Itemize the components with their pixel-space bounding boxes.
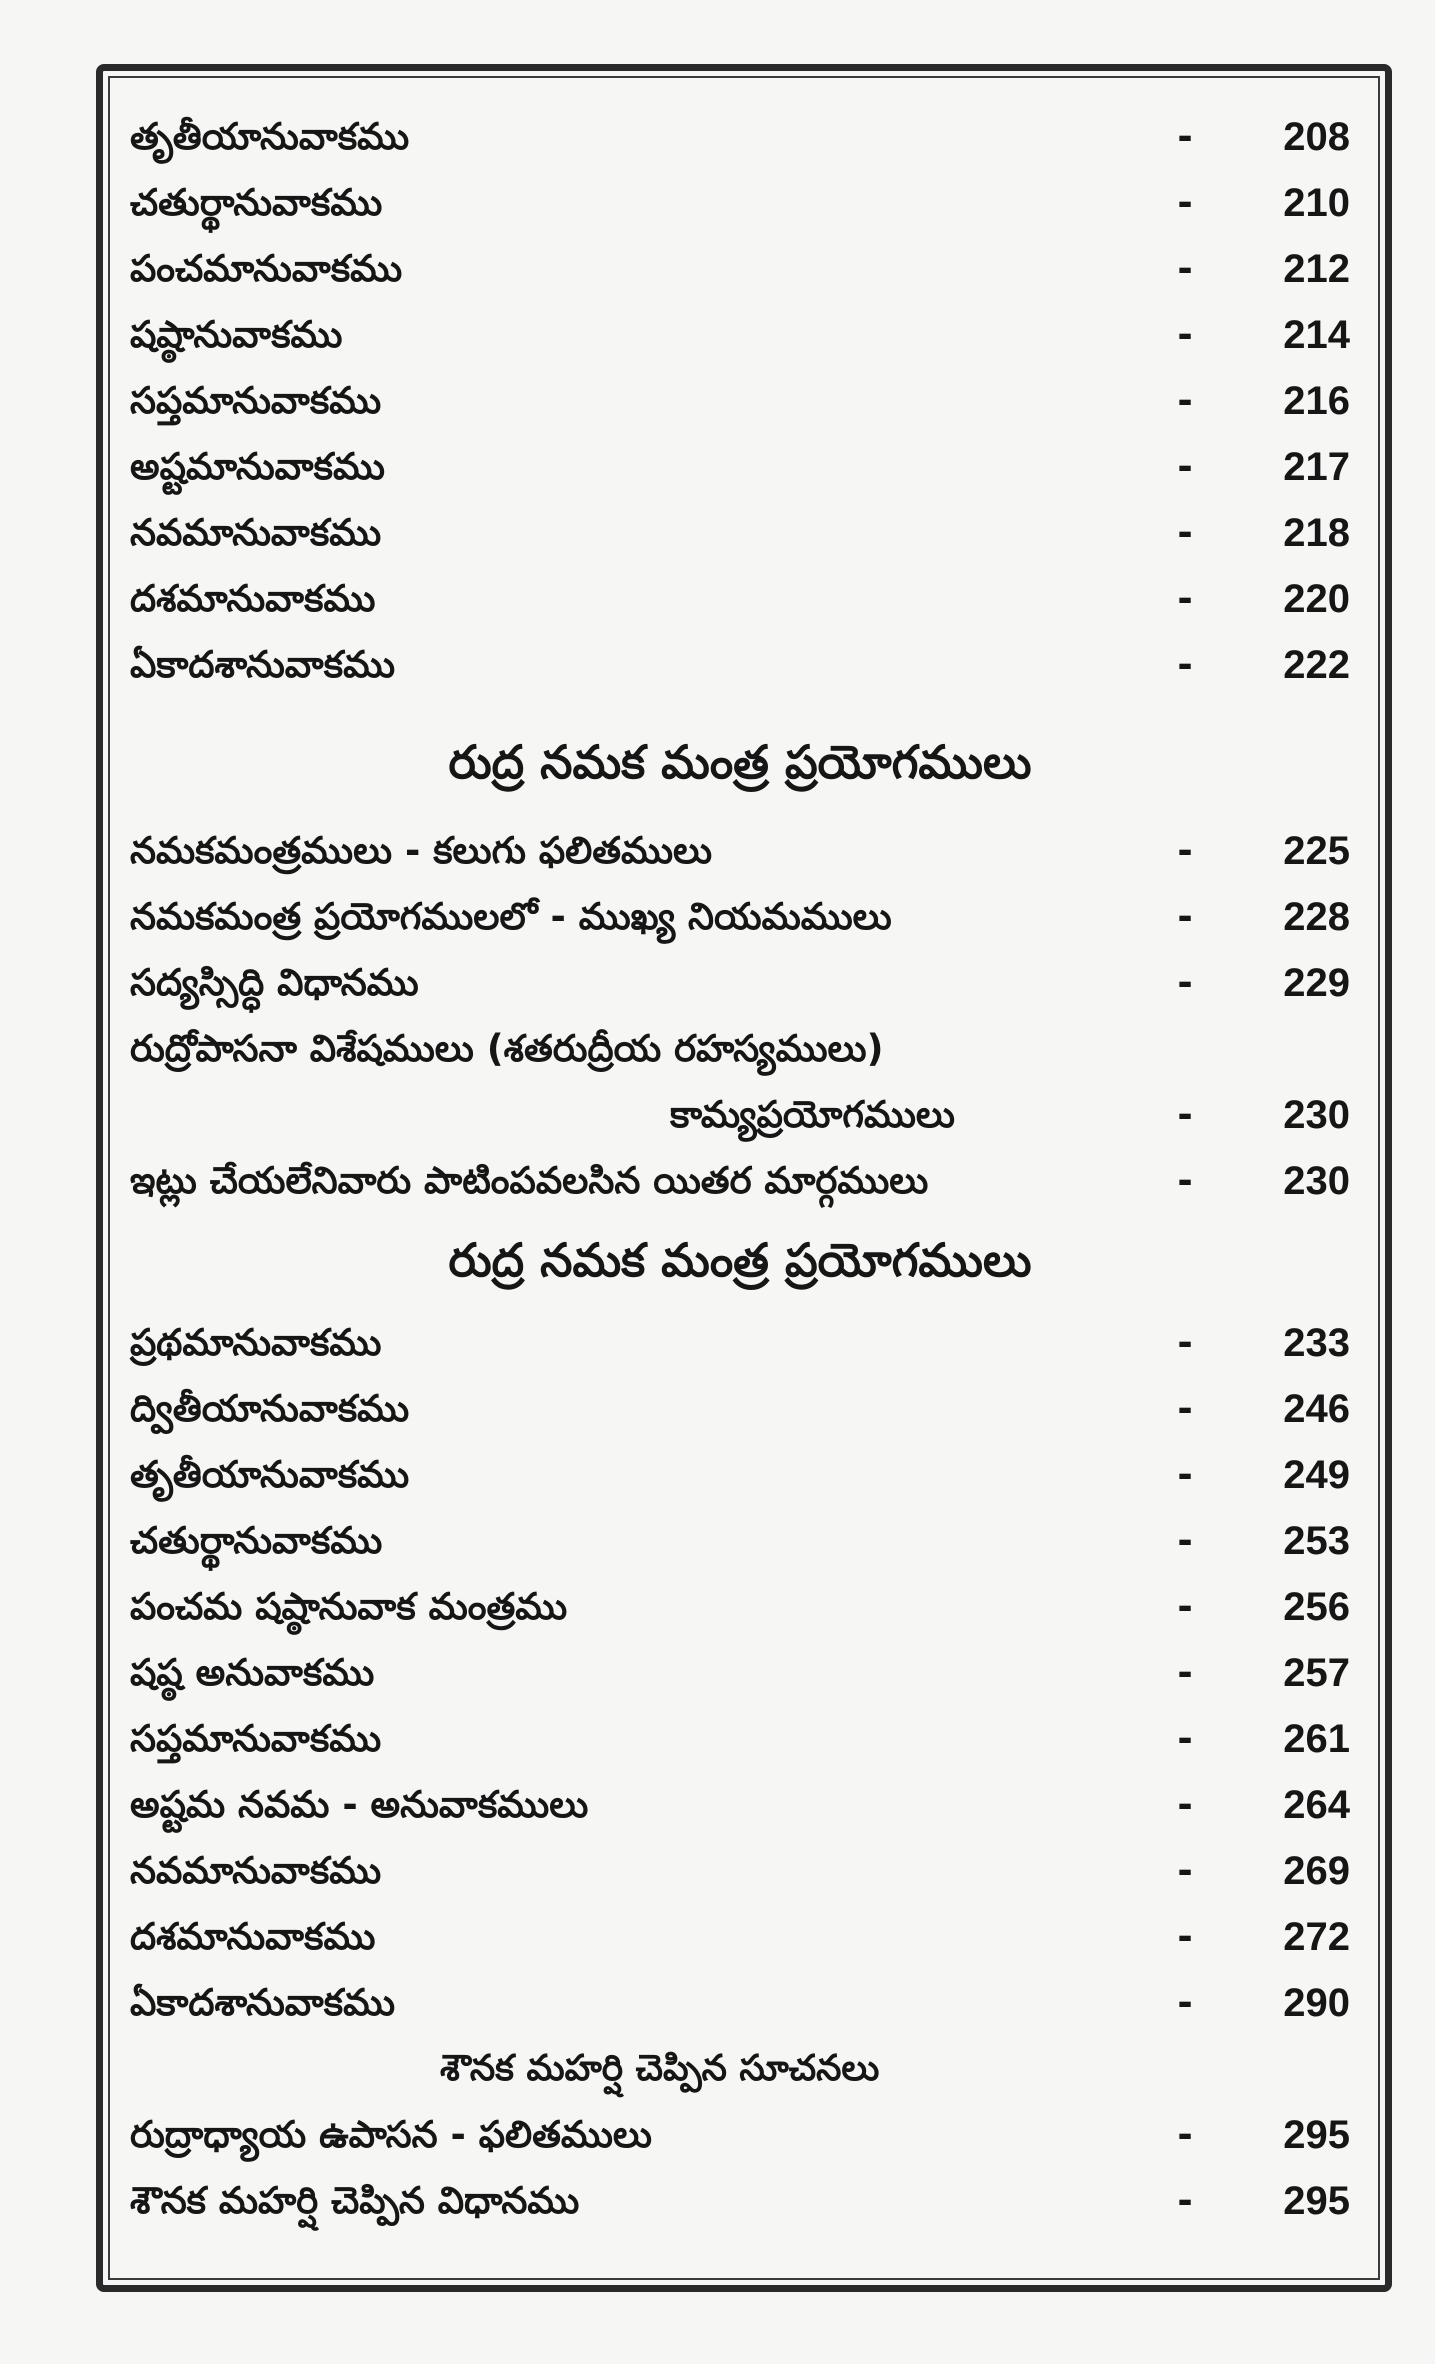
toc-entry-dash: - xyxy=(1177,181,1193,224)
toc-entry-dash: - xyxy=(1177,1093,1193,1136)
toc-entry-title: ద్వితీయానువాకము xyxy=(130,1387,410,1430)
toc-entry-page: 249 xyxy=(1283,1453,1350,1497)
toc-entry-page: 229 xyxy=(1283,961,1350,1005)
toc-entry xyxy=(130,1838,1350,1904)
toc-entry-title: పంచమానువాకము xyxy=(130,247,403,290)
toc-entry-page: 230 xyxy=(1283,1093,1350,1137)
toc-entry-title: సద్యస్సిద్ధి విధానము xyxy=(130,961,419,1004)
toc-entry-page: 257 xyxy=(1283,1651,1350,1695)
toc-entry-dash: - xyxy=(1177,511,1193,554)
toc-entry-dash: - xyxy=(1177,1981,1193,2024)
toc-entry-title: ప్రథమానువాకము xyxy=(130,1321,382,1364)
toc-entry xyxy=(130,566,1350,632)
toc-entry-title: దశమానువాకము xyxy=(130,1915,376,1958)
toc-entry-title: సప్తమానువాకము xyxy=(130,379,382,422)
toc-entry-title: ఏకాదశానువాకము xyxy=(130,1981,396,2024)
toc-entry-dash: - xyxy=(1177,2179,1193,2222)
toc-entry-dash: - xyxy=(1177,1783,1193,1826)
toc-entry xyxy=(130,1706,1350,1772)
toc-entry xyxy=(130,1082,1350,1148)
toc-entry-page: 261 xyxy=(1283,1717,1350,1761)
toc-entry xyxy=(130,434,1350,500)
toc-entry xyxy=(130,1574,1350,1640)
toc-entry-page: 212 xyxy=(1283,247,1350,291)
toc-entry-title: దశమానువాకము xyxy=(130,577,376,620)
toc-entry-dash: - xyxy=(1177,1519,1193,1562)
toc-entry xyxy=(130,1904,1350,1970)
toc-entry-title: చతుర్థానువాకము xyxy=(130,1519,383,1562)
toc-entry-dash: - xyxy=(1177,895,1193,938)
toc-entry-title: నవమానువాకము xyxy=(130,1849,382,1892)
toc-entry-dash: - xyxy=(1177,961,1193,1004)
toc-entry-dash: - xyxy=(1177,247,1193,290)
toc-entry-page: 217 xyxy=(1283,445,1350,489)
toc-entry-page: 233 xyxy=(1283,1321,1350,1365)
toc-entry-title: తృతీయానువాకము xyxy=(130,1453,410,1496)
toc-entry-title: తృతీయానువాకము xyxy=(130,115,410,158)
toc-entry-page: 214 xyxy=(1283,313,1350,357)
toc-entry-page: 256 xyxy=(1283,1585,1350,1629)
toc-entry xyxy=(130,818,1350,884)
toc-entry-title: కామ్యప్రయోగములు xyxy=(670,1093,955,1136)
toc-entry-title: పంచమ షష్ఠానువాక మంత్రము xyxy=(130,1585,568,1628)
toc-entry xyxy=(130,368,1350,434)
toc-entry xyxy=(130,104,1350,170)
toc-entry-dash: - xyxy=(1177,445,1193,488)
toc-entry-page: 225 xyxy=(1283,829,1350,873)
toc-entry xyxy=(130,1970,1350,2036)
toc-entry xyxy=(130,1310,1350,1376)
toc-entry-page: 269 xyxy=(1283,1849,1350,1893)
toc-entry-title: రుద్రోపాసనా విశేషములు (శతరుద్రీయ రహస్యములు) xyxy=(130,1027,884,1070)
toc-entry-page: 295 xyxy=(1283,2179,1350,2223)
toc-entry-page: 272 xyxy=(1283,1915,1350,1959)
toc-entry-title: రుద్రాధ్యాయ ఉపాసన - ఫలితములు xyxy=(130,2113,652,2156)
toc-entry-title: నవమానువాకము xyxy=(130,511,382,554)
toc-entry-dash: - xyxy=(1177,379,1193,422)
toc-entry-page: 295 xyxy=(1283,2113,1350,2157)
toc-entry xyxy=(130,1148,1350,1214)
toc-entry-dash: - xyxy=(1177,1159,1193,1202)
toc-entry-title: అష్టమానువాకము xyxy=(130,445,385,488)
toc-entry-dash: - xyxy=(1177,1321,1193,1364)
toc-entry-dash: - xyxy=(1177,829,1193,872)
toc-entry xyxy=(130,632,1350,698)
toc-entry-title: ఏకాదశానువాకము xyxy=(130,643,396,686)
toc-entry-dash: - xyxy=(1177,643,1193,686)
toc-entry-dash: - xyxy=(1177,1915,1193,1958)
toc-entry-page: 210 xyxy=(1283,181,1350,225)
toc-entry-dash: - xyxy=(1177,1585,1193,1628)
toc-entry xyxy=(130,1640,1350,1706)
toc-entry-page: 228 xyxy=(1283,895,1350,939)
toc-entry xyxy=(130,500,1350,566)
toc-entry xyxy=(130,170,1350,236)
toc-entry-page: 218 xyxy=(1283,511,1350,555)
table-of-contents xyxy=(130,104,1350,2234)
toc-entry-title: చతుర్థానువాకము xyxy=(130,181,383,224)
toc-entry xyxy=(130,884,1350,950)
toc-entry xyxy=(130,1016,1350,1082)
toc-entry-title: ఇట్లు చేయలేనివారు పాటింపవలసిన యితర మార్గములు xyxy=(130,1159,929,1202)
toc-entry-dash: - xyxy=(1177,115,1193,158)
toc-entry-dash: - xyxy=(1177,313,1193,356)
toc-entry-title: సప్తమానువాకము xyxy=(130,1717,382,1760)
toc-entry-page: 208 xyxy=(1283,115,1350,159)
toc-entry xyxy=(130,2168,1350,2234)
sub-heading: శౌనక మహర్షి చెప్పిన సూచనలు xyxy=(440,2048,880,2089)
toc-entry-title: శౌనక మహర్షి చెప్పిన విధానము xyxy=(130,2179,580,2222)
toc-entry-dash: - xyxy=(1177,577,1193,620)
toc-entry-dash: - xyxy=(1177,1717,1193,1760)
toc-entry xyxy=(130,1508,1350,1574)
toc-entry-title: షష్ఠ అనువాకము xyxy=(130,1651,375,1694)
toc-entry-page: 216 xyxy=(1283,379,1350,423)
toc-entry-page: 230 xyxy=(1283,1159,1350,1203)
section-heading: రుద్ర నమక మంత్ర ప్రయోగములు xyxy=(448,735,1032,789)
toc-entry xyxy=(130,1772,1350,1838)
toc-entry xyxy=(130,1442,1350,1508)
toc-entry xyxy=(130,236,1350,302)
toc-entry-dash: - xyxy=(1177,2113,1193,2156)
toc-entry-title: నమకమంత్రములు - కలుగు ఫలితములు xyxy=(130,829,713,872)
toc-entry-title: నమకమంత్ర ప్రయోగములలో - ముఖ్య నియమములు xyxy=(130,895,892,938)
toc-entry-page: 246 xyxy=(1283,1387,1350,1431)
toc-entry-dash: - xyxy=(1177,1651,1193,1694)
toc-entry-title: షష్ఠానువాకము xyxy=(130,313,343,356)
toc-entry-title: అష్టమ నవమ - అనువాకములు xyxy=(130,1783,589,1826)
toc-entry-page: 264 xyxy=(1283,1783,1350,1827)
toc-entry-dash: - xyxy=(1177,1453,1193,1496)
toc-entry-page: 290 xyxy=(1283,1981,1350,2025)
toc-entry-page: 220 xyxy=(1283,577,1350,621)
toc-entry-page: 222 xyxy=(1283,643,1350,687)
toc-entry-page: 253 xyxy=(1283,1519,1350,1563)
toc-entry xyxy=(130,302,1350,368)
section-heading: రుద్ర నమక మంత్ర ప్రయోగములు xyxy=(448,1233,1032,1287)
toc-entry xyxy=(130,950,1350,1016)
toc-entry xyxy=(130,2102,1350,2168)
toc-entry-dash: - xyxy=(1177,1849,1193,1892)
toc-entry-dash: - xyxy=(1177,1387,1193,1430)
toc-entry xyxy=(130,1376,1350,1442)
